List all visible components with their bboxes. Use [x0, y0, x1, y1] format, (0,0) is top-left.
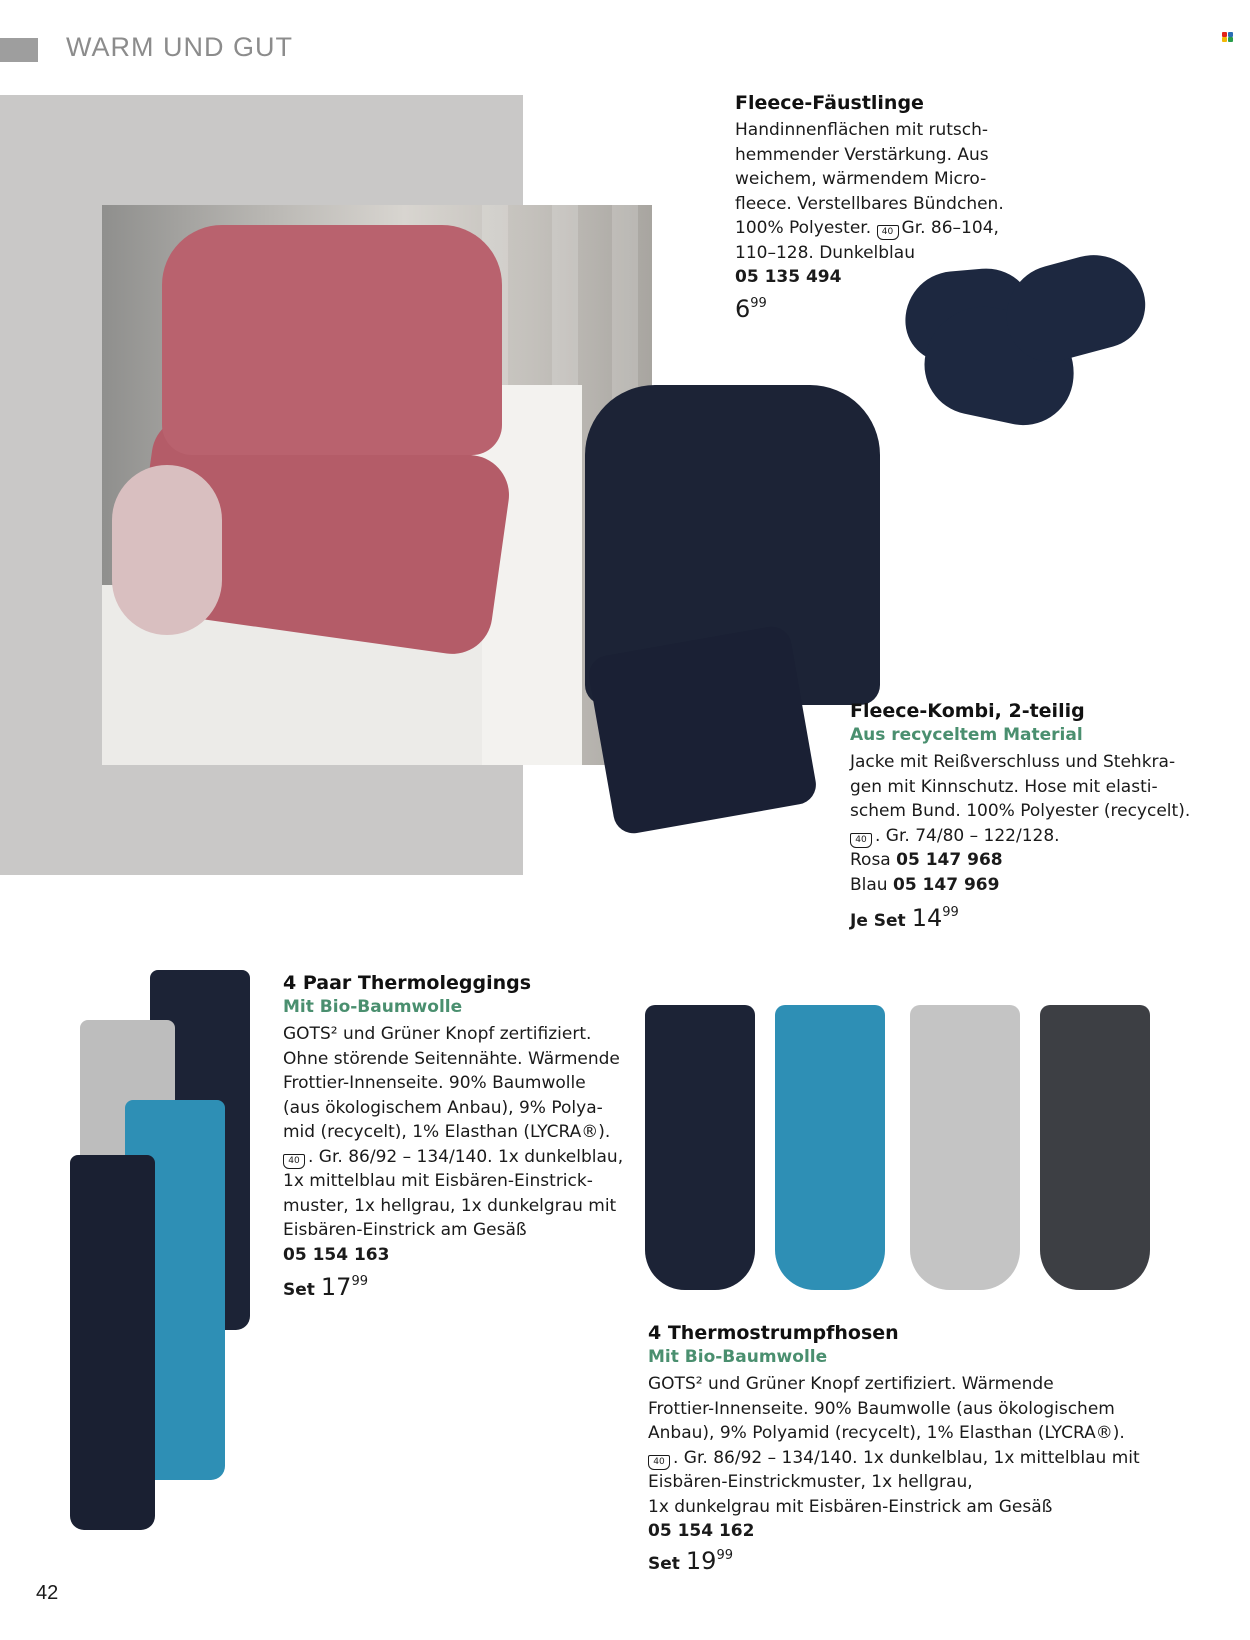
navy-fleece-pants-image [586, 624, 819, 837]
leggings-price: Set $17^{99}$ [283, 1273, 368, 1301]
fleece-set-subtitle: Aus recyceltem Material [850, 725, 1083, 745]
tights-title: 4 Thermostrumpfhosen [648, 1322, 899, 1344]
leggings-description: GOTS² und Grüner Knopf zertifiziert. Ohne störende Seitennähte. Wärmende Frottier-Innenseite. 90% Baumwolle (aus ökologischem Anbau), 9% Polya- mid (recycelt), 1% Elasthan (LYCRA®). 40 . Gr. 86/92 – 134/140. 1x dunkelblau, 1x mittelblau mit Eisbären-Einstrick- muster, 1x hellgrau, 1x dunkelgrau mit Eisbären-Einstrick am Gesäß 05 154 163 [283, 1022, 623, 1267]
tights-subtitle: Mit Bio-Baumwolle [648, 1347, 828, 1367]
care-symbol-icon: 40 [283, 1154, 305, 1169]
pink-fleece-set-photo [102, 205, 652, 765]
page-number: 42 [36, 1582, 59, 1604]
thermotights-image [645, 1005, 1165, 1295]
care-symbol-icon: 40 [850, 833, 872, 848]
fleece-set-title: Fleece-Kombi, 2-teilig [850, 700, 1085, 722]
fleece-set-description: Jacke mit Reißverschluss und Stehkra- gen mit Kinnschutz. Hose mit elasti- schem Bund. 100% Polyester (recycelt). 40 . Gr. 74/80 – 122/128. Rosa 05 147 968 Blau 05 147 969 [850, 750, 1190, 897]
fleece-set-variant-rosa: Rosa 05 147 968 [850, 850, 1003, 870]
header-bar [0, 38, 38, 62]
leggings-subtitle: Mit Bio-Baumwolle [283, 997, 463, 1017]
mittens-description: Handinnenflächen mit rutsch- hemmender Verstärkung. Aus weichem, wärmendem Micro- fleece. Verstellbares Bündchen. 100% Polyester. 40 Gr. 86–104, 110–128. Dunkelblau 05 135 494 [735, 118, 1004, 290]
fleece-set-price: Je Set $14^{99}$ [850, 904, 959, 932]
tights-price: Set $19^{99}$ [648, 1547, 733, 1575]
tights-article-number: 05 154 162 [648, 1521, 755, 1541]
mittens-article-number: 05 135 494 [735, 267, 842, 287]
leggings-article-number: 05 154 163 [283, 1244, 390, 1265]
fleece-set-variant-blau: Blau 05 147 969 [850, 874, 1000, 895]
care-symbol-icon: 40 [877, 225, 899, 240]
mittens-price: $6^{99}$ [735, 295, 767, 323]
thermoleggings-image [70, 970, 255, 1530]
mittens-title: Fleece-Fäustlinge [735, 92, 924, 114]
tights-description: GOTS² und Grüner Knopf zertifiziert. Wärmende Frottier-Innenseite. 90% Baumwolle (aus ökologischem Anbau), 9% Polyamid (recycelt), 1% Elasthan (LYCRA®). 40 . Gr. 86/92 – 134/140. 1x dunkelblau, 1x mittelblau mit Eisbären-Einstrickmuster, 1x hellgrau, 1x dunkelgrau mit Eisbären-Einstrick am Gesäß 05 154 162 [648, 1372, 1140, 1544]
brand-logo-icon [1222, 32, 1234, 42]
section-title: WARM UND GUT [66, 32, 293, 62]
care-symbol-icon: 40 [648, 1455, 670, 1470]
leggings-title: 4 Paar Thermoleggings [283, 972, 532, 994]
